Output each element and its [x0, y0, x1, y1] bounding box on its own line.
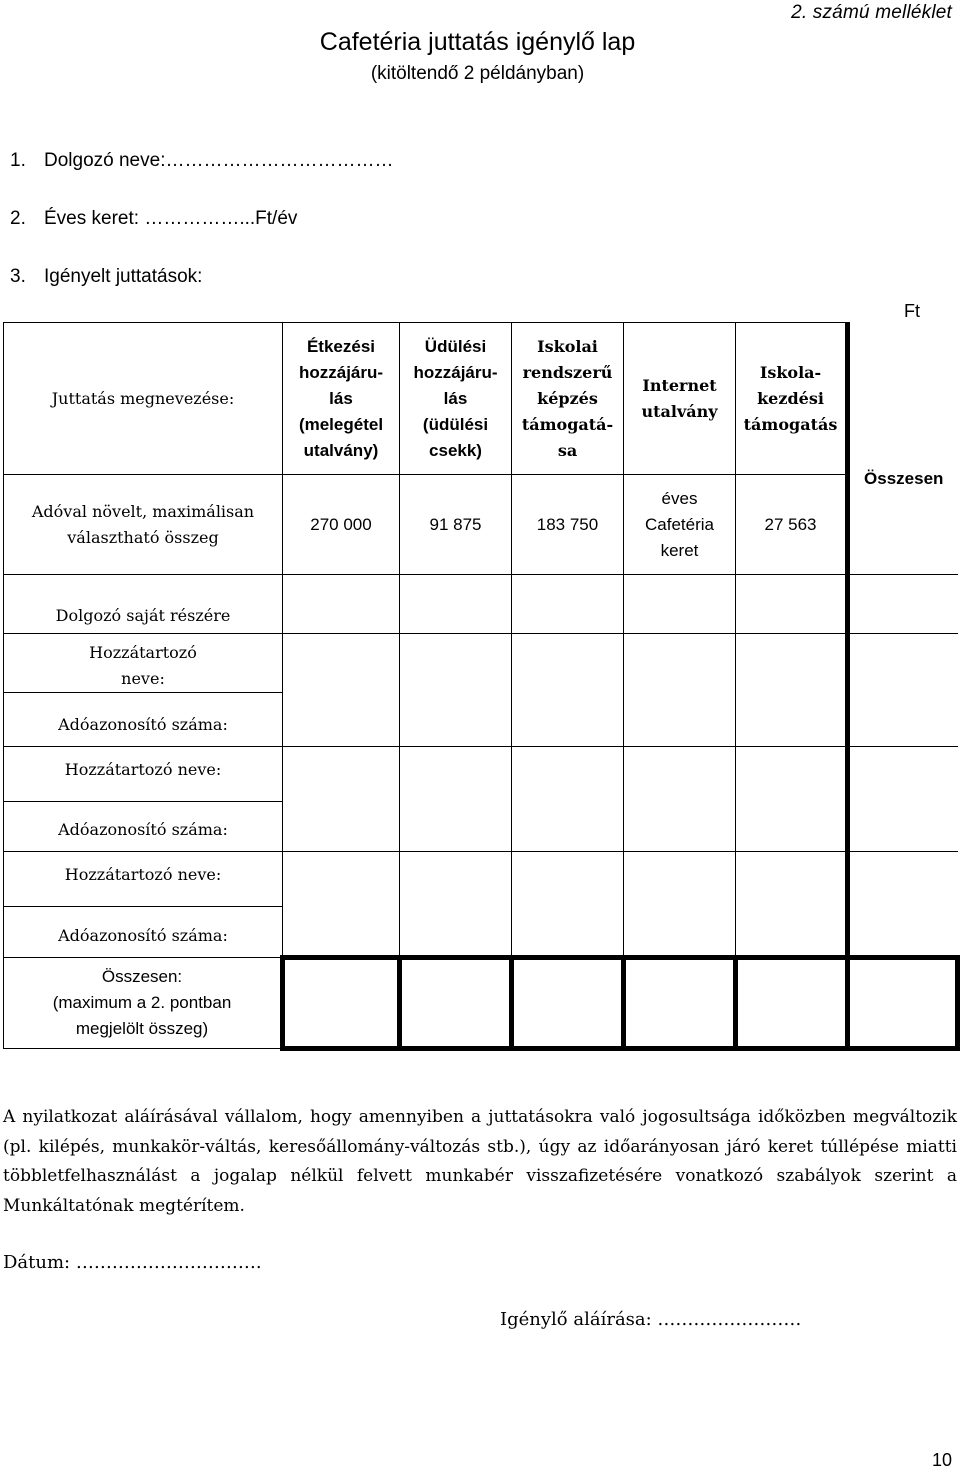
- field-requested-benefits: [10, 266, 202, 288]
- dependent-1-name-row: [4, 634, 958, 693]
- field-label: Igényelt juttatások:: [44, 266, 203, 287]
- field-annual-budget[interactable]: [10, 208, 297, 230]
- dependent-3-total-cell[interactable]: [848, 852, 958, 958]
- own-meal-cell[interactable]: [283, 575, 400, 634]
- header-line: lás: [329, 388, 353, 408]
- total-school-start-cell[interactable]: [736, 958, 848, 1049]
- label-line: Hozzátartozó neve:: [64, 865, 222, 884]
- own-row-label: Dolgozó saját részére: [4, 575, 283, 634]
- field-number: 3.: [10, 266, 26, 287]
- dependent-1-total-cell[interactable]: [848, 634, 958, 747]
- date-field[interactable]: Dátum: ………………………….: [3, 1252, 262, 1273]
- total-sum-cell[interactable]: [848, 958, 958, 1049]
- dependent-1-school-start-cell[interactable]: [736, 634, 848, 747]
- value-line: Cafetéria: [645, 514, 714, 534]
- header-label-cell: [4, 323, 283, 475]
- currency-unit: Ft: [904, 301, 920, 321]
- dependent-3-school-start-cell[interactable]: [736, 852, 848, 958]
- form-subtitle: (kitöltendő 2 példányban): [370, 63, 585, 84]
- field-number: 2.: [10, 208, 26, 229]
- header-line: utalvány: [641, 401, 718, 421]
- field-label: Dolgozó neve:………………………………: [44, 150, 394, 171]
- total-row: [4, 958, 958, 1049]
- dependent-1-meal-cell[interactable]: [283, 634, 400, 747]
- dependent-2-education-cell[interactable]: [512, 747, 624, 852]
- form-title: Cafetéria juttatás igénylő lap: [319, 28, 636, 56]
- own-row: [4, 575, 958, 634]
- header-line: támogatás: [743, 414, 838, 434]
- header-line: képzés: [537, 388, 598, 408]
- column-header-total: [848, 323, 958, 575]
- column-header-internet: [624, 323, 736, 475]
- column-header-education: [512, 323, 624, 475]
- label-line: neve:: [121, 669, 165, 688]
- column-header-holiday: [400, 323, 512, 475]
- table-header-row: [4, 323, 958, 475]
- total-education-cell[interactable]: [512, 958, 624, 1049]
- header-line: csekk): [429, 440, 482, 460]
- dependent-2-tax-label: Adóazonosító száma:: [4, 802, 283, 852]
- total-holiday-cell[interactable]: [400, 958, 512, 1049]
- header-line: lás: [443, 388, 468, 408]
- dependent-3-education-cell[interactable]: [512, 852, 624, 958]
- dependent-3-name-row: [4, 852, 958, 907]
- page-number: 10: [931, 1450, 952, 1470]
- own-education-cell[interactable]: [512, 575, 624, 634]
- total-meal-cell[interactable]: [283, 958, 400, 1049]
- field-employee-name[interactable]: [10, 150, 393, 172]
- dependent-2-school-start-cell[interactable]: [736, 747, 848, 852]
- dependent-2-name-row: [4, 747, 958, 802]
- header-line: Iskolai: [537, 336, 598, 356]
- own-total-cell[interactable]: [848, 575, 958, 634]
- max-internet: [624, 475, 736, 575]
- max-amount-label: [4, 475, 283, 575]
- column-header-school-start: [736, 323, 848, 475]
- dependent-3-name-label: [4, 852, 283, 907]
- value-line: keret: [660, 540, 699, 560]
- label-line: Összesen:: [101, 967, 183, 986]
- own-internet-cell[interactable]: [624, 575, 736, 634]
- label-line: Hozzátartozó: [89, 643, 197, 662]
- dependent-2-holiday-cell[interactable]: [400, 747, 512, 852]
- dependent-1-education-cell[interactable]: [512, 634, 624, 747]
- own-holiday-cell[interactable]: [400, 575, 512, 634]
- header-line: hozzájáru-: [413, 362, 498, 382]
- max-meal: 270 000: [283, 475, 400, 575]
- dependent-1-holiday-cell[interactable]: [400, 634, 512, 747]
- max-holiday: 91 875: [400, 475, 512, 575]
- header-line: utalvány): [303, 440, 379, 460]
- header-line: kezdési: [757, 388, 824, 408]
- header-line: sa: [557, 440, 578, 460]
- value-line: éves: [661, 488, 698, 508]
- total-internet-cell[interactable]: [624, 958, 736, 1049]
- label-line: (maximum a 2. pontban: [52, 993, 232, 1012]
- header-line: Összesen: [864, 469, 944, 488]
- max-school-start: 27 563: [736, 475, 848, 575]
- dependent-3-tax-label: Adóazonosító száma:: [4, 907, 283, 958]
- own-school-start-cell[interactable]: [736, 575, 848, 634]
- signature-field[interactable]: Igénylő aláírása: ……………………: [500, 1309, 802, 1330]
- header-line: Étkezési: [306, 336, 376, 356]
- dependent-2-internet-cell[interactable]: [624, 747, 736, 852]
- max-amount-row: [4, 475, 958, 575]
- dependent-3-internet-cell[interactable]: [624, 852, 736, 958]
- label-line: Hozzátartozó neve:: [64, 760, 222, 779]
- header-line: (melegétel: [298, 414, 384, 434]
- dependent-1-name-label: [4, 634, 283, 693]
- dependent-2-meal-cell[interactable]: [283, 747, 400, 852]
- annex-label: 2. számú melléklet: [791, 2, 952, 23]
- declaration-text: A nyilatkozat aláírásával vállalom, hogy amennyiben a juttatásokra való jogosultsága időközben megváltozik (pl. kilépés, munkakör-váltás, keresőállomány-változás stb.), úgy az időarányosan járó keret túllépése miatti többletfelhasználást a jogalap nélkül felvett munkabér visszafizetésére vonatkozó szabályok szerint a Munkáltatónak megtérítem.: [3, 1107, 957, 1216]
- header-line: (üdülési: [422, 414, 489, 434]
- label-line: választható összeg: [67, 527, 219, 547]
- header-line: rendszerű: [522, 362, 613, 382]
- header-line: hozzájáru-: [298, 362, 384, 382]
- header-line: támogatá-: [521, 414, 614, 434]
- total-row-label: [4, 958, 283, 1049]
- header-line: Üdülési: [424, 336, 487, 356]
- header-line: Iskola-: [759, 362, 822, 382]
- dependent-1-tax-label: Adóazonosító száma:: [4, 693, 283, 747]
- dependent-3-meal-cell[interactable]: [283, 852, 400, 958]
- header-label: Juttatás megnevezése:: [51, 388, 235, 408]
- field-label: Éves keret: ……………...Ft/év: [44, 208, 298, 229]
- max-education: 183 750: [512, 475, 624, 575]
- benefits-table: [3, 322, 960, 1051]
- label-line: megjelölt összeg): [75, 1019, 209, 1038]
- dependent-2-name-label: [4, 747, 283, 802]
- dependent-3-holiday-cell[interactable]: [400, 852, 512, 958]
- header-line: Internet: [642, 375, 717, 395]
- dependent-1-internet-cell[interactable]: [624, 634, 736, 747]
- label-line: Adóval növelt, maximálisan: [31, 501, 255, 521]
- column-header-meal: [283, 323, 400, 475]
- dependent-2-total-cell[interactable]: [848, 747, 958, 852]
- field-number: 1.: [10, 150, 26, 171]
